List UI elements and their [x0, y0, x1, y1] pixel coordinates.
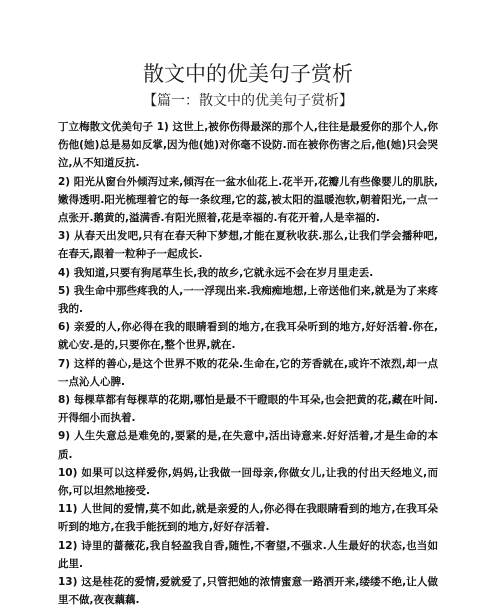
paragraph: 7) 这样的善心,是这个世界不败的花朵.生命在,它的芳香就在,或许不浓烈,却一点一点沁人心脾. — [58, 357, 438, 388]
paragraph: 4) 我知道,只要有狗尾草生长,我的故乡,它就永远不会在岁月里走丢. — [58, 266, 374, 279]
document-body — [58, 118, 438, 609]
document-subtitle: 【篇一：散文中的优美句子赏析】 — [143, 93, 353, 109]
paragraph: 13) 这是桂花的爱情,爱就爱了,只管把她的浓情蜜意一路洒开来,缕缕不绝,让人做里不做,夜夜藕藕. — [58, 576, 438, 607]
paragraph: 2) 阳光从窗台外倾泻过来,倾泻在一盆水仙花上.花半开,花瓣儿有些像婴儿的肌肤,嫩得透明.阳光梳理着它的每一条纹理,它的蕊,被太阳的温暖泡软,朝着阳光,一点一点张开.鹅黄的,溢满香.有阳光照着,花是幸福的.有花开着,人是幸福的. — [58, 175, 438, 225]
paragraph: 9) 人生失意总是难免的,要紧的是,在失意中,活出诗意来.好好活着,才是生命的本质. — [58, 430, 438, 461]
paragraph: 6) 亲爱的人,你必得在我的眼睛看到的地方,在我耳朵听到的地方,好好活着.你在,就心安.是的,只要你在,整个世界,就在. — [58, 321, 438, 352]
paragraph: 8) 每棵草都有每棵草的花期,哪怕是最不干瞪眼的牛耳朵,也会把黄的花,藏在叶间.开得细小而执着. — [58, 394, 438, 425]
document-title: 散文中的优美句子赏析 — [143, 62, 353, 86]
paragraph: 丁立梅散文优美句子 1) 这世上,被你伤得最深的那个人,往往是最爱你的那个人,你伤他(她)总是易如反掌,因为他(她)对你毫不设防.而在被你伤害之后,他(她)只会哭泣,从不知道反抗. — [58, 121, 438, 170]
paragraph: 3) 从春天出发吧,只有在春天种下梦想,才能在夏秋收获.那么,让我们学会播种吧,在春天,跟着一粒种子一起成长. — [58, 230, 438, 261]
paragraph: 10) 如果可以这样爱你,妈妈,让我做一回母亲,你做女儿,让我的付出天经地义,而你,可以坦然地接受. — [58, 466, 438, 498]
paragraph: 11) 人世间的爱情,莫不如此,就是亲爱的人,你必得在我眼睛看到的地方,在我耳朵听到的地方,在我手能抚到的地方,好好存活着. — [58, 503, 438, 534]
paragraph: 5) 我生命中那些疼我的人,一一浮现出来.我痴痴地想,上帝送他们来,就是为了来疼我的. — [58, 284, 438, 316]
paragraph: 12) 诗里的蔷薇花,我自轻盈我自香,随性,不奢望,不强求.人生最好的状态,也当如此里. — [58, 539, 438, 570]
